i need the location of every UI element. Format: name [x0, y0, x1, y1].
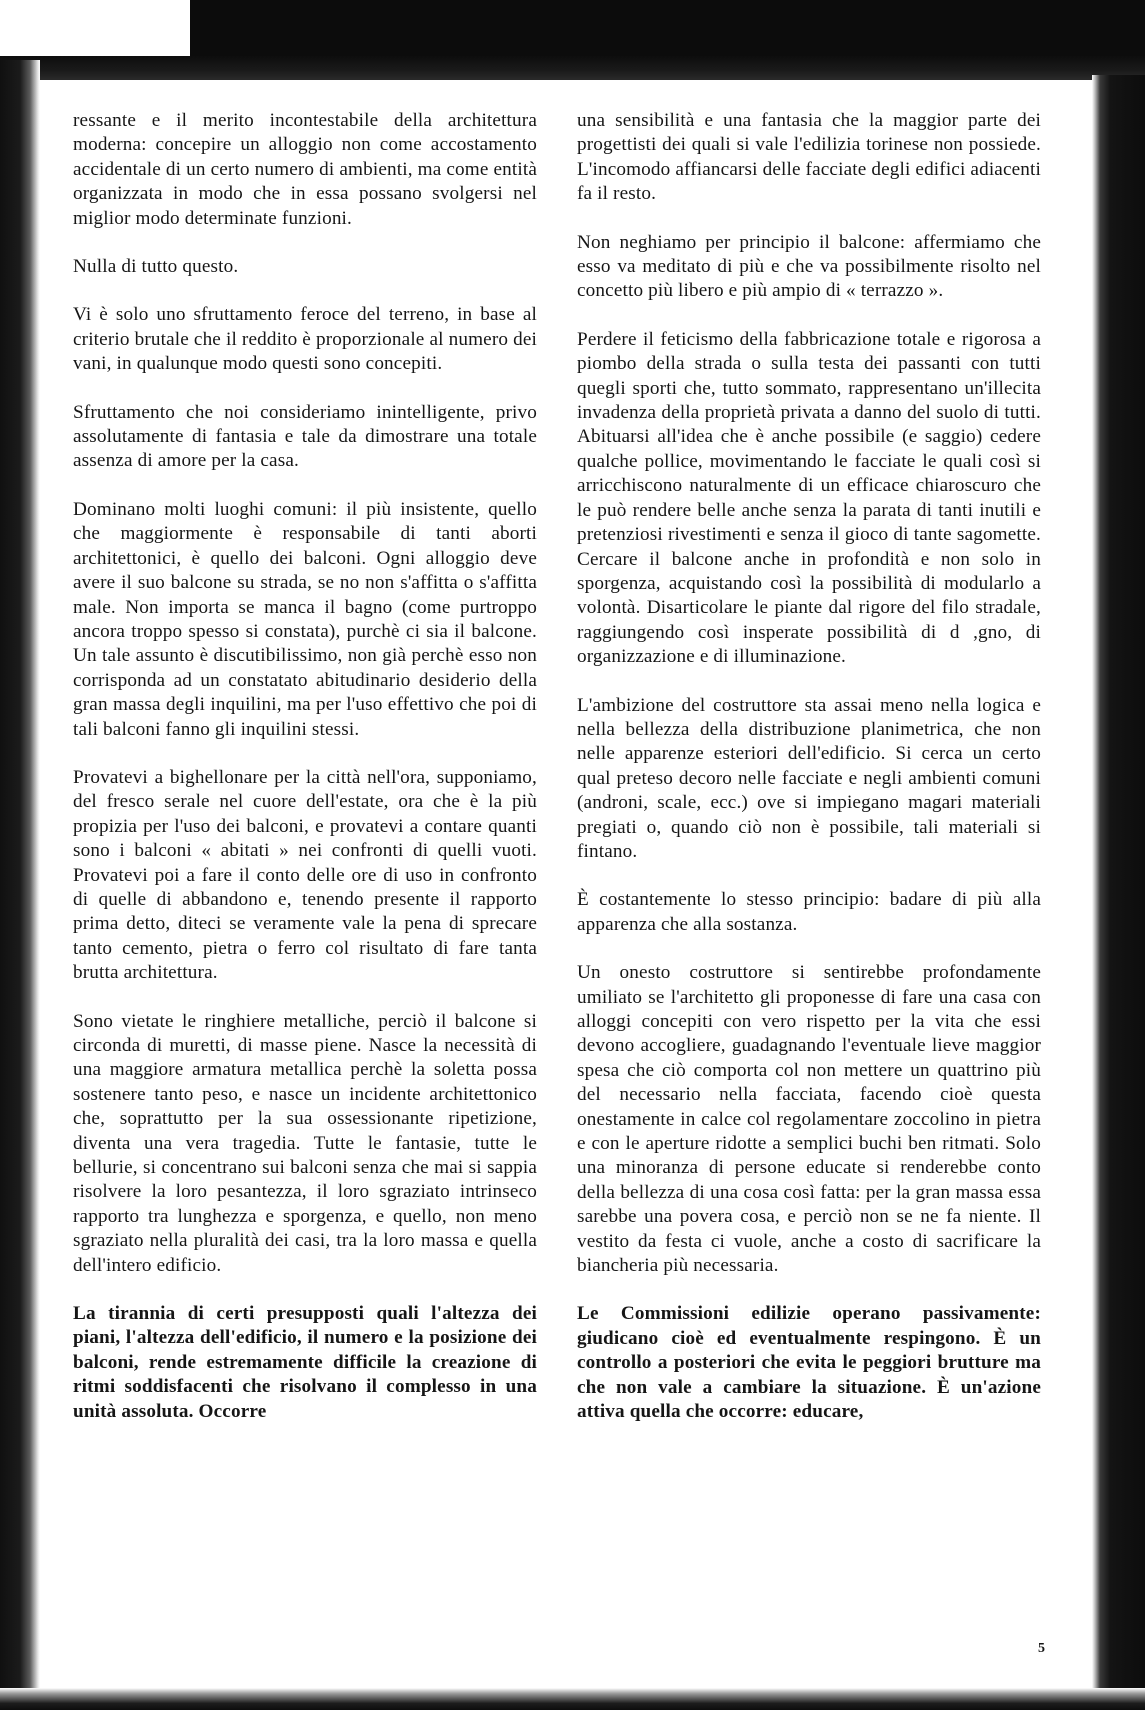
paragraph: Vi è solo uno sfruttamento feroce del terreno, in base al criterio brutale che il reddito è proporzionale al numero dei vani, in qualunque modo questi sono concepiti.	[73, 304, 537, 375]
scan-border-bottom	[0, 1688, 1145, 1710]
paragraph: Perdere il feticismo della fabbricazione totale e rigorosa a piombo della strada o sulla testa dei passanti con tutti quegli sporti che, tutto sommato, rappresentano un'illecita invadenza della proprietà privata a danno del suolo di tutti. Abituarsi all'idea che è anche possibile (e saggio) cedere qualche pollice, movimentando le facciate le quali così si arricchiscono naturalmente di un efficace chiaroscuro che le può rendere belle anche senza la parata di tanti inutili e pretenziosi rivestimenti e senza il gioco di tante sagomette. Cercare il balcone anche in profondità e non solo in sporgenza, acquistando così la possibilità di modularlo a volontà. Disarticolare le piante dal rigore del filo stradale, raggiungendo così insperate possibilità di d ,gno, di organizzazione e di illuminazione.	[577, 328, 1041, 668]
page-number: 5	[1038, 1641, 1045, 1656]
right-column	[577, 109, 1041, 1449]
paragraph: Dominano molti luoghi comuni: il più insistente, quello che maggiormente è responsabile di tanti aborti architettonici, è quello dei balconi. Ogni alloggio deve avere il suo balcone su strada, se no non s'affitta o s'affitta male. Non importa se manca il bagno (come purtroppo ancora troppo spesso si constata), purchè ci sia il balcone. Un tale assunto è discutibilissimo, non già perchè esso non corrisponda ad un constatato abitudinario desiderio della gran massa degli inquilini, ma per l'uso effettivo che poi di tali balconi fanno gli inquilini stessi.	[73, 498, 537, 740]
scan-border-top-strip	[0, 56, 1145, 80]
paragraph: Nulla di tutto questo.	[73, 256, 239, 278]
left-column	[73, 109, 537, 1448]
page-margin-top-left	[0, 0, 190, 58]
paragraph: Sono vietate le ringhiere metalliche, perciò il balcone si circonda di muretti, di masse piene. Nasce la necessità di una maggiore armatura metallica perchè la soletta possa sostenere tanto peso, e nasce un incidente architettonico che, soprattutto per la sua ossessionante ripetizione, diventa una vera tragedia. Tutte le fantasie, tutte le bellurie, si concentrano sui balconi senza che mai si sappia risolvere la loro pesantezza, il loro sgraziato intrinseco rapporto tra lunghezza e sporgenza, e quello, non meno sgraziato nella pluralità dei casi, tra la loro massa e quella dell'intero edificio.	[73, 1010, 537, 1276]
paragraph: Sfruttamento che noi consideriamo inintelligente, privo assolutamente di fantasia e tale da dimostrare una totale assenza di amore per la casa.	[73, 401, 537, 472]
paragraph: Un onesto costruttore si sentirebbe profondamente umiliato se l'architetto gli proponesse di fare una casa con alloggi concepiti con vero rispetto per la vita che essi devono accogliere, guadagnando l'eventuale lieve maggior spesa che ciò comporta col non mettere un quattrino più del necessario nella facciata, facendo cioè questa onestamente in calce col regolamentare zoccolino in pietra e con le aperture ridotte a semplici buchi ben ritmati. Solo una minoranza di persone educate si renderebbe conto della bellezza di una cosa così fatta: per la gran massa essa sarebbe una povera cosa, e perciò non se ne fa niente. Il vestito da festa ci vuole, anche a costo di sacrificare la biancheria più necessaria.	[577, 962, 1041, 1277]
paragraph: ressante e il merito incontestabile della architettura moderna: concepire un alloggio non come accostamento accidentale di un certo numero di ambienti, ma come entità organizzata in modo che in essa possano svolgersi nel miglior modo determinate funzioni.	[73, 110, 537, 229]
paragraph: Le Commissioni edilizie operano passivamente: giudicano cioè ed eventualmente respingono. È un controllo a posteriori che evita le peggiori brutture ma che non vale a cambiare la situazione. È un'azione attiva quella che occorre: educare,	[577, 1303, 1041, 1423]
paragraph: Non neghiamo per principio il balcone: affermiamo che esso va meditato di più e che va possibilmente risolto nel concetto più libero e più ampio di « terrazzo ».	[577, 231, 1041, 302]
paragraph: una sensibilità e una fantasia che la maggior parte dei progettisti dei quali si vale l'edilizia torinese non possiede. L'incomodo affiancarsi delle facciate degli edifici adiacenti fa il resto.	[577, 110, 1041, 205]
paragraph: L'ambizione del costruttore sta assai meno nella logica e nella bellezza della distribuzione planimetrica, che non nelle apparenze esteriori dell'edificio. Si cerca un certo qual preteso decoro nelle facciate e negli ambienti comuni (androni, scale, ecc.) ove si impiegano magari materiali pregiati o, quando ciò non è possibile, tali materiali si fintano.	[577, 694, 1041, 862]
scan-border-top	[190, 0, 1145, 58]
paragraph: Provatevi a bighellonare per la città nell'ora, supponiamo, del fresco serale nel cuore dell'estate, ora che è la più propizia per l'uso dei balconi, e provatevi a contare quanti sono i balconi « abitati » nei confronti di quelli vuoti. Provatevi poi a fare il conto delle ore di uso in confronto di quelle di abbandono e, tenendo presente il rapporto prima detto, diteci se veramente vale la pena di sprecare tanto cemento, pietra o ferro col risultato di fare tanta brutta architettura.	[73, 766, 537, 984]
scan-border-right	[1092, 75, 1145, 1710]
paragraph: La tirannia di certi presupposti quali l'altezza dei piani, l'altezza dell'edificio, il numero e la posizione dei balconi, rende estremamente difficile la creazione di ritmi soddisfacenti che risolvano il complesso in una unità assoluta. Occorre	[73, 1303, 537, 1422]
scan-border-left	[0, 60, 40, 1710]
paragraph: È costantemente lo stesso principio: badare di più alla apparenza che alla sostanza.	[577, 889, 1041, 935]
